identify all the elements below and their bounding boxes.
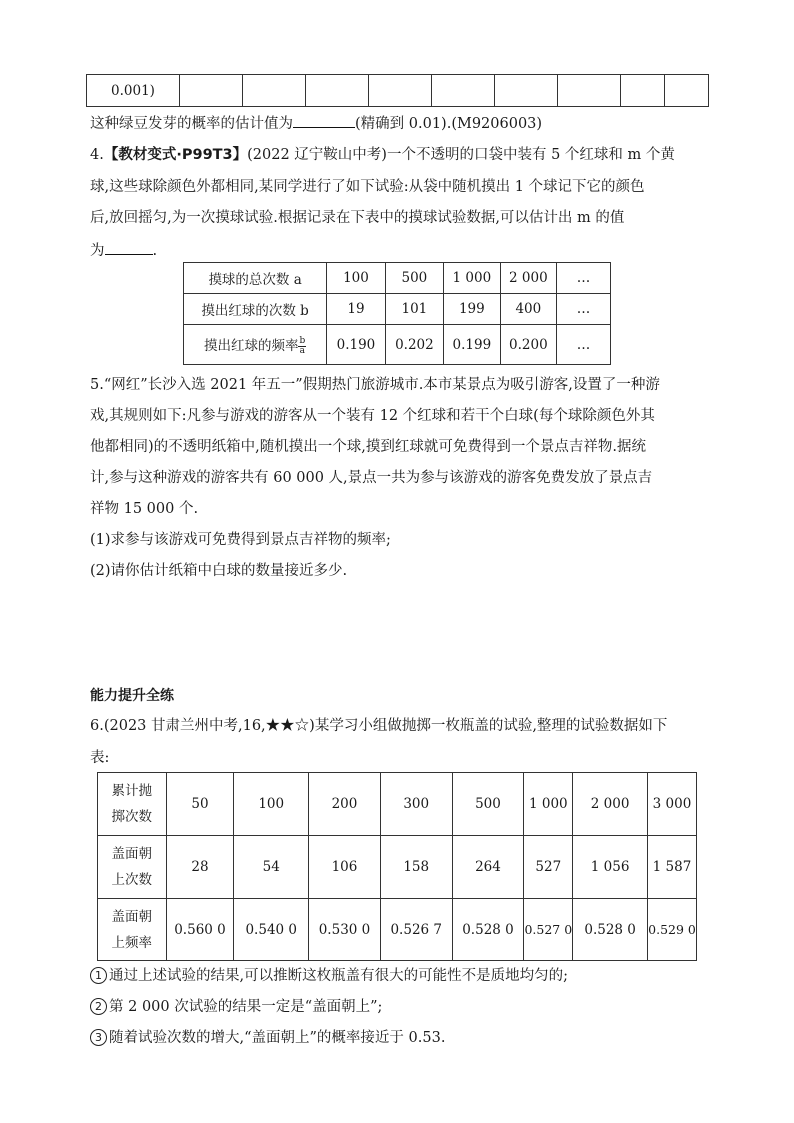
table-cell: 200: [309, 773, 381, 836]
q4-tag: 【教材变式·P99T3】: [103, 147, 248, 163]
row-header: 摸出红球的次数 b: [184, 294, 327, 325]
q5-line-4: 计,参与这种游戏的游客共有 60 000 人,景点一共为参与该游戏的游客免费发放了景点吉: [90, 470, 653, 486]
q6-line-1: 6.(2023 甘肃兰州中考,16,★★☆)某学习小组做抛掷一枚瓶盖的试验,整理的试验数据如下: [90, 718, 668, 734]
row-header: 摸球的总次数 a: [184, 263, 327, 294]
q6-line-2: 表:: [90, 750, 110, 766]
answer-blank: [105, 240, 153, 255]
table-cell: 0.527 0: [524, 899, 573, 961]
table-cell: 28: [166, 836, 234, 899]
table-cell: …: [557, 263, 611, 294]
table-cell: 0.530 0: [309, 899, 381, 961]
row-header-text: 摸出红球的频率: [203, 337, 299, 354]
table-cell: 158: [380, 836, 452, 899]
table-cell: [558, 75, 621, 107]
circled-number: 3: [90, 1029, 107, 1046]
table-cell: 101: [385, 294, 443, 325]
table-cell: [621, 75, 665, 107]
table-cell: [432, 75, 495, 107]
table-cell: 0.190: [327, 325, 385, 365]
statement-3: [90, 1028, 445, 1048]
row-header-line: 盖面朝: [111, 846, 153, 862]
frac-numerator: b: [299, 335, 306, 346]
table-cell: 300: [380, 773, 452, 836]
table-cell: 0.202: [385, 325, 443, 365]
table-cell: 100: [234, 773, 309, 836]
table-cell: 0.001): [87, 75, 180, 107]
table-cell: 0.526 7: [380, 899, 452, 961]
table-cell: 100: [327, 263, 385, 294]
q5-sub-2: (2)请你估计纸箱中白球的数量接近多少.: [90, 563, 348, 579]
row-header-line: 上频率: [111, 934, 153, 951]
q5-line-3: 他都相同)的不透明纸箱中,随机摸出一个球,摸到红球就可免费得到一个景点吉祥物.据统: [90, 439, 646, 455]
q4-last-prefix: 为: [90, 243, 105, 259]
table-cell: 1 000: [524, 773, 573, 836]
top-table: [86, 74, 709, 107]
row-header: [98, 773, 167, 836]
table-cell: 199: [444, 294, 501, 325]
circled-number: 1: [90, 967, 107, 984]
statement-2: [90, 997, 382, 1017]
table-cell: 2 000: [500, 263, 557, 294]
table-cell: 0.540 0: [234, 899, 309, 961]
q4-last-suffix: .: [152, 243, 158, 259]
table-cell: …: [557, 325, 611, 365]
table-cell: 500: [385, 263, 443, 294]
statement-1: [90, 966, 568, 986]
table-cell: [495, 75, 558, 107]
table-cell: 1 056: [573, 836, 648, 899]
statement-text: 通过上述试验的结果,可以推断这枚瓶盖有很大的可能性不是质地均匀的;: [109, 968, 568, 984]
q4-line-4: [90, 240, 157, 261]
table-cell: 0.529 0: [648, 899, 697, 961]
row-header: [184, 325, 327, 365]
table-cell: 3 000: [648, 773, 697, 836]
table-cell: 0.528 0: [452, 899, 524, 961]
table-cell: [243, 75, 306, 107]
table-cell: 1 000: [444, 263, 501, 294]
table-cell: 50: [166, 773, 234, 836]
table-cell: [306, 75, 369, 107]
q5-sub-1: (1)求参与该游戏可免费得到景点吉祥物的频率;: [90, 532, 391, 548]
table-cell: 500: [452, 773, 524, 836]
q3-answer-line: [90, 113, 542, 134]
answer-blank: [293, 113, 355, 128]
table-cell: 264: [452, 836, 524, 899]
fraction-b-over-a: [298, 337, 306, 356]
table-cell: 19: [327, 294, 385, 325]
row-header: [98, 836, 167, 899]
q4-table: [183, 262, 611, 365]
table-cell: 1 587: [648, 836, 697, 899]
q4-line-1: [90, 145, 675, 165]
table-cell: [369, 75, 432, 107]
row-header-line: 盖面朝: [111, 908, 153, 925]
q5-line-2: 戏,其规则如下:凡参与游戏的游客从一个装有 12 个红球和若干个白球(每个球除颜色外其: [90, 408, 655, 424]
table-cell: 0.560 0: [166, 899, 234, 961]
table-cell: 400: [500, 294, 557, 325]
q4-line-2: 球,这些球除颜色外都相同,某同学进行了如下试验:从袋中随机摸出 1 个球记下它的颜色: [90, 179, 645, 195]
q4-line-3: 后,放回摇匀,为一次摸球试验.根据记录在下表中的摸球试验数据,可以估计出 m 的值: [90, 210, 625, 226]
table-cell: 54: [234, 836, 309, 899]
q4-text: (2022 辽宁鞍山中考)一个不透明的口袋中装有 5 个红球和 m 个黄: [247, 147, 675, 163]
q5-line-5: 祥物 15 000 个.: [90, 501, 199, 517]
statement-text: 第 2 000 次试验的结果一定是“盖面朝上”;: [109, 999, 383, 1015]
table-cell: [179, 75, 242, 107]
row-header-line: 掷次数: [111, 809, 153, 825]
frac-denominator: a: [299, 345, 306, 356]
table-cell: 0.199: [444, 325, 501, 365]
q4-number: 4.: [90, 147, 104, 163]
table-cell: 106: [309, 836, 381, 899]
q6-table: [97, 772, 697, 961]
table-cell: 2 000: [573, 773, 648, 836]
q3-suffix: (精确到 0.01).(M9206003): [355, 116, 543, 132]
row-header-line: 累计抛: [111, 783, 153, 799]
table-cell: [665, 75, 709, 107]
q3-prefix: 这种绿豆发芽的概率的估计值为: [90, 116, 293, 132]
table-cell: 0.528 0: [573, 899, 648, 961]
circled-number: 2: [90, 998, 107, 1015]
section-title: 能力提升全练: [90, 688, 174, 704]
table-cell: 527: [524, 836, 573, 899]
q5-line-1: 5.“网红”长沙入选 2021 年五一”假期热门旅游城市.本市某景点为吸引游客,设置了一种游: [90, 377, 660, 393]
row-header-line: 上次数: [111, 872, 153, 888]
row-header: [98, 899, 167, 961]
table-cell: 0.200: [500, 325, 557, 365]
table-cell: …: [557, 294, 611, 325]
statement-text: 随着试验次数的增大,“盖面朝上”的概率接近于 0.53.: [109, 1030, 446, 1046]
